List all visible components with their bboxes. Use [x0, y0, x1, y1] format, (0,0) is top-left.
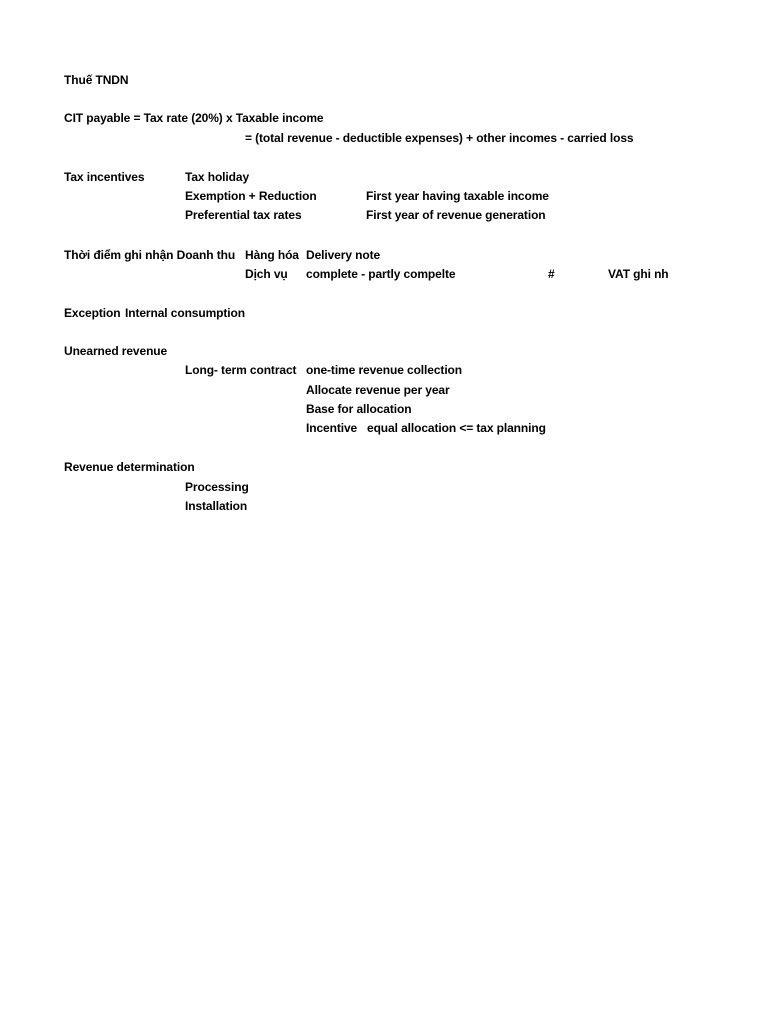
cit-formula-line-2: = (total revenue - deductible expenses) + other incomes - carried loss: [245, 131, 634, 145]
determination-item-2: Installation: [185, 499, 248, 513]
exception-label: Exception: [64, 306, 121, 320]
services-note: complete - partly compelte: [306, 267, 456, 281]
cit-formula-line-1: CIT payable = Tax rate (20%) x Taxable income: [64, 111, 324, 125]
incentive-label: Incentive: [306, 421, 358, 435]
page-title: Thuế TNDN: [64, 73, 129, 87]
preferential-tax-rates: Preferential tax rates: [185, 208, 302, 222]
vat-note: VAT ghi nh: [608, 267, 669, 281]
exemption-note: First year having taxable income: [366, 189, 549, 203]
recognition-label: Thời điểm ghi nhận Doanh thu: [64, 248, 236, 262]
tax-incentives-label: Tax incentives: [64, 170, 145, 184]
goods-label: Hàng hóa: [245, 248, 299, 262]
determination-item-1: Processing: [185, 480, 249, 494]
tax-holiday: Tax holiday: [185, 170, 250, 184]
long-term-contract: Long- term contract: [185, 363, 297, 377]
revenue-determination-label: Revenue determination: [64, 460, 195, 474]
hash-cell: #: [548, 267, 555, 281]
unearned-item-1: one-time revenue collection: [306, 363, 463, 377]
preferential-note: First year of revenue generation: [366, 208, 546, 222]
services-label: Dịch vụ: [245, 267, 288, 281]
incentive-value: equal allocation <= tax planning: [367, 421, 546, 435]
unearned-item-2: Allocate revenue per year: [306, 383, 450, 397]
exemption-reduction: Exemption + Reduction: [185, 189, 317, 203]
goods-note: Delivery note: [306, 248, 381, 262]
unearned-revenue-label: Unearned revenue: [64, 344, 168, 358]
unearned-item-3: Base for allocation: [306, 402, 412, 416]
exception-value: Internal consumption: [125, 306, 246, 320]
